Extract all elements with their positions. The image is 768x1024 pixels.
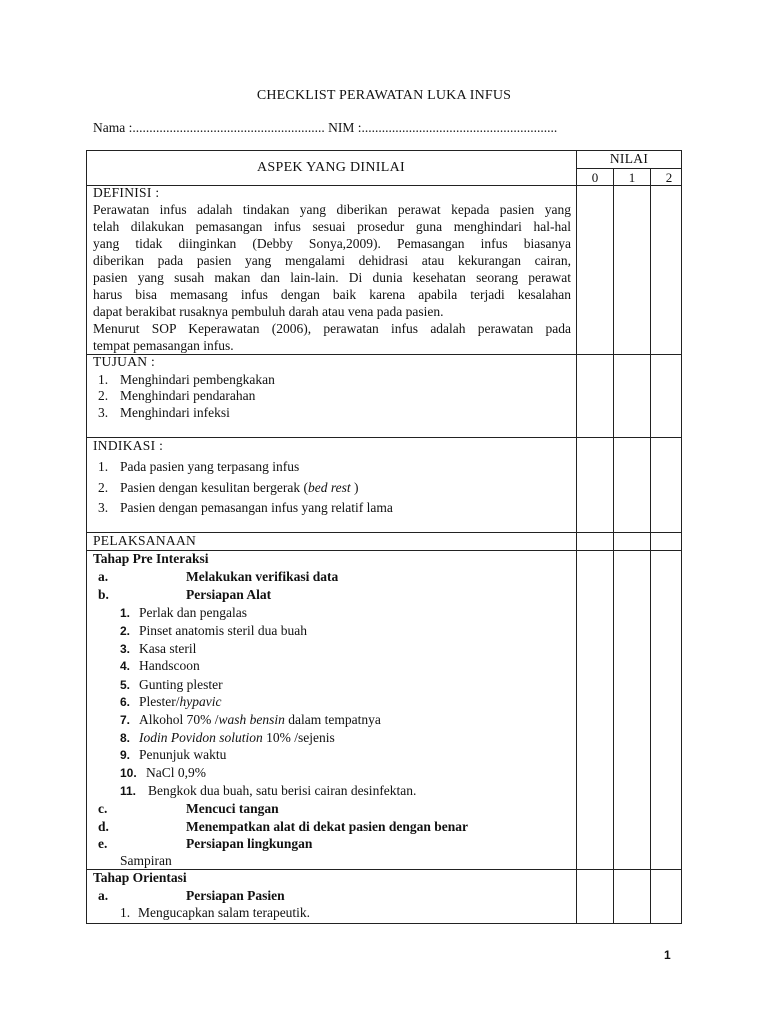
item-italic-text: Iodin Povidon solution — [139, 730, 263, 745]
orientasi-item — [120, 904, 310, 922]
alat-item — [120, 693, 221, 711]
item-number: 3. — [98, 500, 109, 515]
step-letter: c. — [98, 801, 108, 816]
item-number: 9. — [120, 748, 131, 762]
item-text: Gunting plester — [139, 677, 223, 692]
item-number: 8. — [120, 731, 131, 745]
definisi-line: Menurut SOP Keperawatan (2006), perawatan infus adalah perawatan pada — [93, 321, 571, 336]
orientasi-heading: Tahap Orientasi — [93, 870, 187, 885]
item-text: Kasa steril — [139, 641, 197, 656]
item-number: 11. — [120, 784, 137, 798]
item-text: Pasien dengan pemasangan infus yang relatif lama — [120, 500, 393, 515]
tujuan-item — [98, 404, 230, 422]
alat-item — [120, 746, 226, 764]
alat-item — [120, 729, 335, 747]
step-text: Menempatkan alat di dekat pasien dengan benar — [186, 819, 469, 834]
definisi-line: telah dilakukan pemasangan infus sesuai prosedur guna menghindari hal-hal — [93, 219, 571, 234]
definisi-line: yang tidak diinginkan (Debby Sonya,2009). Pemasangan infus biasanya — [93, 236, 571, 251]
step-c — [98, 800, 279, 818]
indikasi-label: INDIKASI : — [93, 438, 164, 453]
document-title: CHECKLIST PERAWATAN LUKA INFUS — [256, 88, 512, 103]
item-text: Pasien dengan kesulitan bergerak ( — [120, 480, 308, 495]
item-number: 3. — [120, 642, 131, 656]
step-e — [98, 835, 312, 853]
alat-item — [120, 604, 247, 622]
item-number: 4. — [120, 659, 131, 673]
pre-interaksi-heading: Tahap Pre Interaksi — [93, 551, 209, 566]
step-letter: b. — [98, 587, 109, 602]
pelaksanaan-label: PELAKSANAAN — [93, 533, 197, 548]
alat-item — [120, 711, 381, 729]
item-text: Pada pasien yang terpasang infus — [120, 459, 300, 474]
item-number: 5. — [120, 678, 131, 692]
definisi-line: diberikan pada pasien yang mengalami dehidrasi atau kekurangan cairan, — [93, 253, 571, 268]
definisi-line: tempat pemasangan infus. — [93, 338, 234, 353]
item-number: 6. — [120, 695, 131, 709]
alat-item — [120, 640, 196, 658]
item-text: Perlak dan pengalas — [139, 605, 247, 620]
step-b — [98, 586, 271, 604]
step-a — [98, 568, 338, 586]
tujuan-label: TUJUAN : — [93, 354, 156, 369]
item-text: Alkohol 70% / — [139, 712, 219, 727]
indikasi-item — [98, 479, 358, 497]
item-italic-text: wash bensin — [218, 712, 285, 727]
step-text: Mencuci tangan — [186, 801, 279, 816]
item-number: 2. — [98, 388, 109, 403]
alat-item — [120, 622, 307, 640]
item-number: 10. — [120, 766, 137, 780]
item-number: 1. — [98, 459, 109, 474]
item-text: Pinset anatomis steril dua buah — [139, 623, 307, 638]
item-text: Menghindari pembengkakan — [120, 372, 275, 387]
score-2-header: 2 — [665, 170, 673, 185]
item-number: 1. — [120, 606, 131, 620]
item-text: Handscoon — [139, 658, 200, 673]
step-text: Melakukan verifikasi data — [186, 569, 339, 584]
step-letter: a. — [98, 569, 109, 584]
item-number: 7. — [120, 713, 131, 727]
alat-item — [120, 782, 416, 800]
page-number: 1 — [664, 948, 671, 962]
indikasi-item — [98, 499, 393, 517]
nilai-header: NILAI — [609, 151, 649, 166]
item-number: 2. — [98, 480, 109, 495]
item-text: NaCl 0,9% — [146, 765, 206, 780]
item-text-after: ) — [350, 480, 359, 495]
aspect-header: ASPEK YANG DINILAI — [257, 160, 405, 175]
indikasi-item — [98, 458, 299, 476]
item-number: 2. — [120, 624, 131, 638]
item-text-after: dalam tempatnya — [284, 712, 381, 727]
definisi-line: pasien yang susah makan dan lain-lain. Di dunia kesehatan seorang perawat — [93, 270, 571, 285]
score-1-header: 1 — [628, 170, 636, 185]
step-letter: e. — [98, 836, 108, 851]
item-italic-text: bed rest — [307, 480, 351, 495]
item-text: Plester/ — [139, 694, 180, 709]
definisi-line: dapat berakibat rusaknya pembuluh darah atau vena pada pasien. — [93, 304, 444, 319]
step-text: Persiapan Alat — [186, 587, 272, 602]
item-text: Mengucapkan salam terapeutik. — [138, 905, 311, 920]
score-0-header: 0 — [591, 170, 599, 185]
item-text: Menghindari infeksi — [120, 405, 230, 420]
step-text: Persiapan Pasien — [186, 888, 285, 903]
definisi-label: DEFINISI : — [93, 185, 160, 200]
item-text: Menghindari pendarahan — [120, 388, 256, 403]
step-text: Persiapan lingkungan — [186, 836, 313, 851]
step-letter: a. — [98, 888, 109, 903]
sampiran-text: Sampiran — [120, 853, 172, 868]
item-number: 3. — [98, 405, 109, 420]
alat-item — [120, 657, 200, 675]
step-letter: d. — [98, 819, 109, 834]
alat-item — [120, 676, 223, 694]
step-d — [98, 818, 468, 836]
item-italic-text: hypavic — [179, 694, 222, 709]
tujuan-item — [98, 387, 255, 405]
item-text: Penunjuk waktu — [139, 747, 227, 762]
item-number: 1. — [120, 905, 131, 920]
item-number: 1. — [98, 372, 109, 387]
item-text: 10% /sejenis — [262, 730, 335, 745]
alat-item — [120, 764, 206, 782]
definisi-line: harus bisa memasang infus dengan baik karena apabila terjadi kesalahan — [93, 287, 571, 302]
name-nim-line: Nama :......................................................... NIM :.......................................................... — [93, 120, 558, 135]
definisi-text — [93, 201, 571, 354]
orientasi-step-a — [98, 887, 285, 905]
item-text: Bengkok dua buah, satu berisi cairan desinfektan. — [148, 783, 417, 798]
definisi-line: Perawatan infus adalah tindakan yang diberikan perawat kepada pasien yang — [93, 202, 571, 217]
definisi-section — [93, 185, 573, 354]
